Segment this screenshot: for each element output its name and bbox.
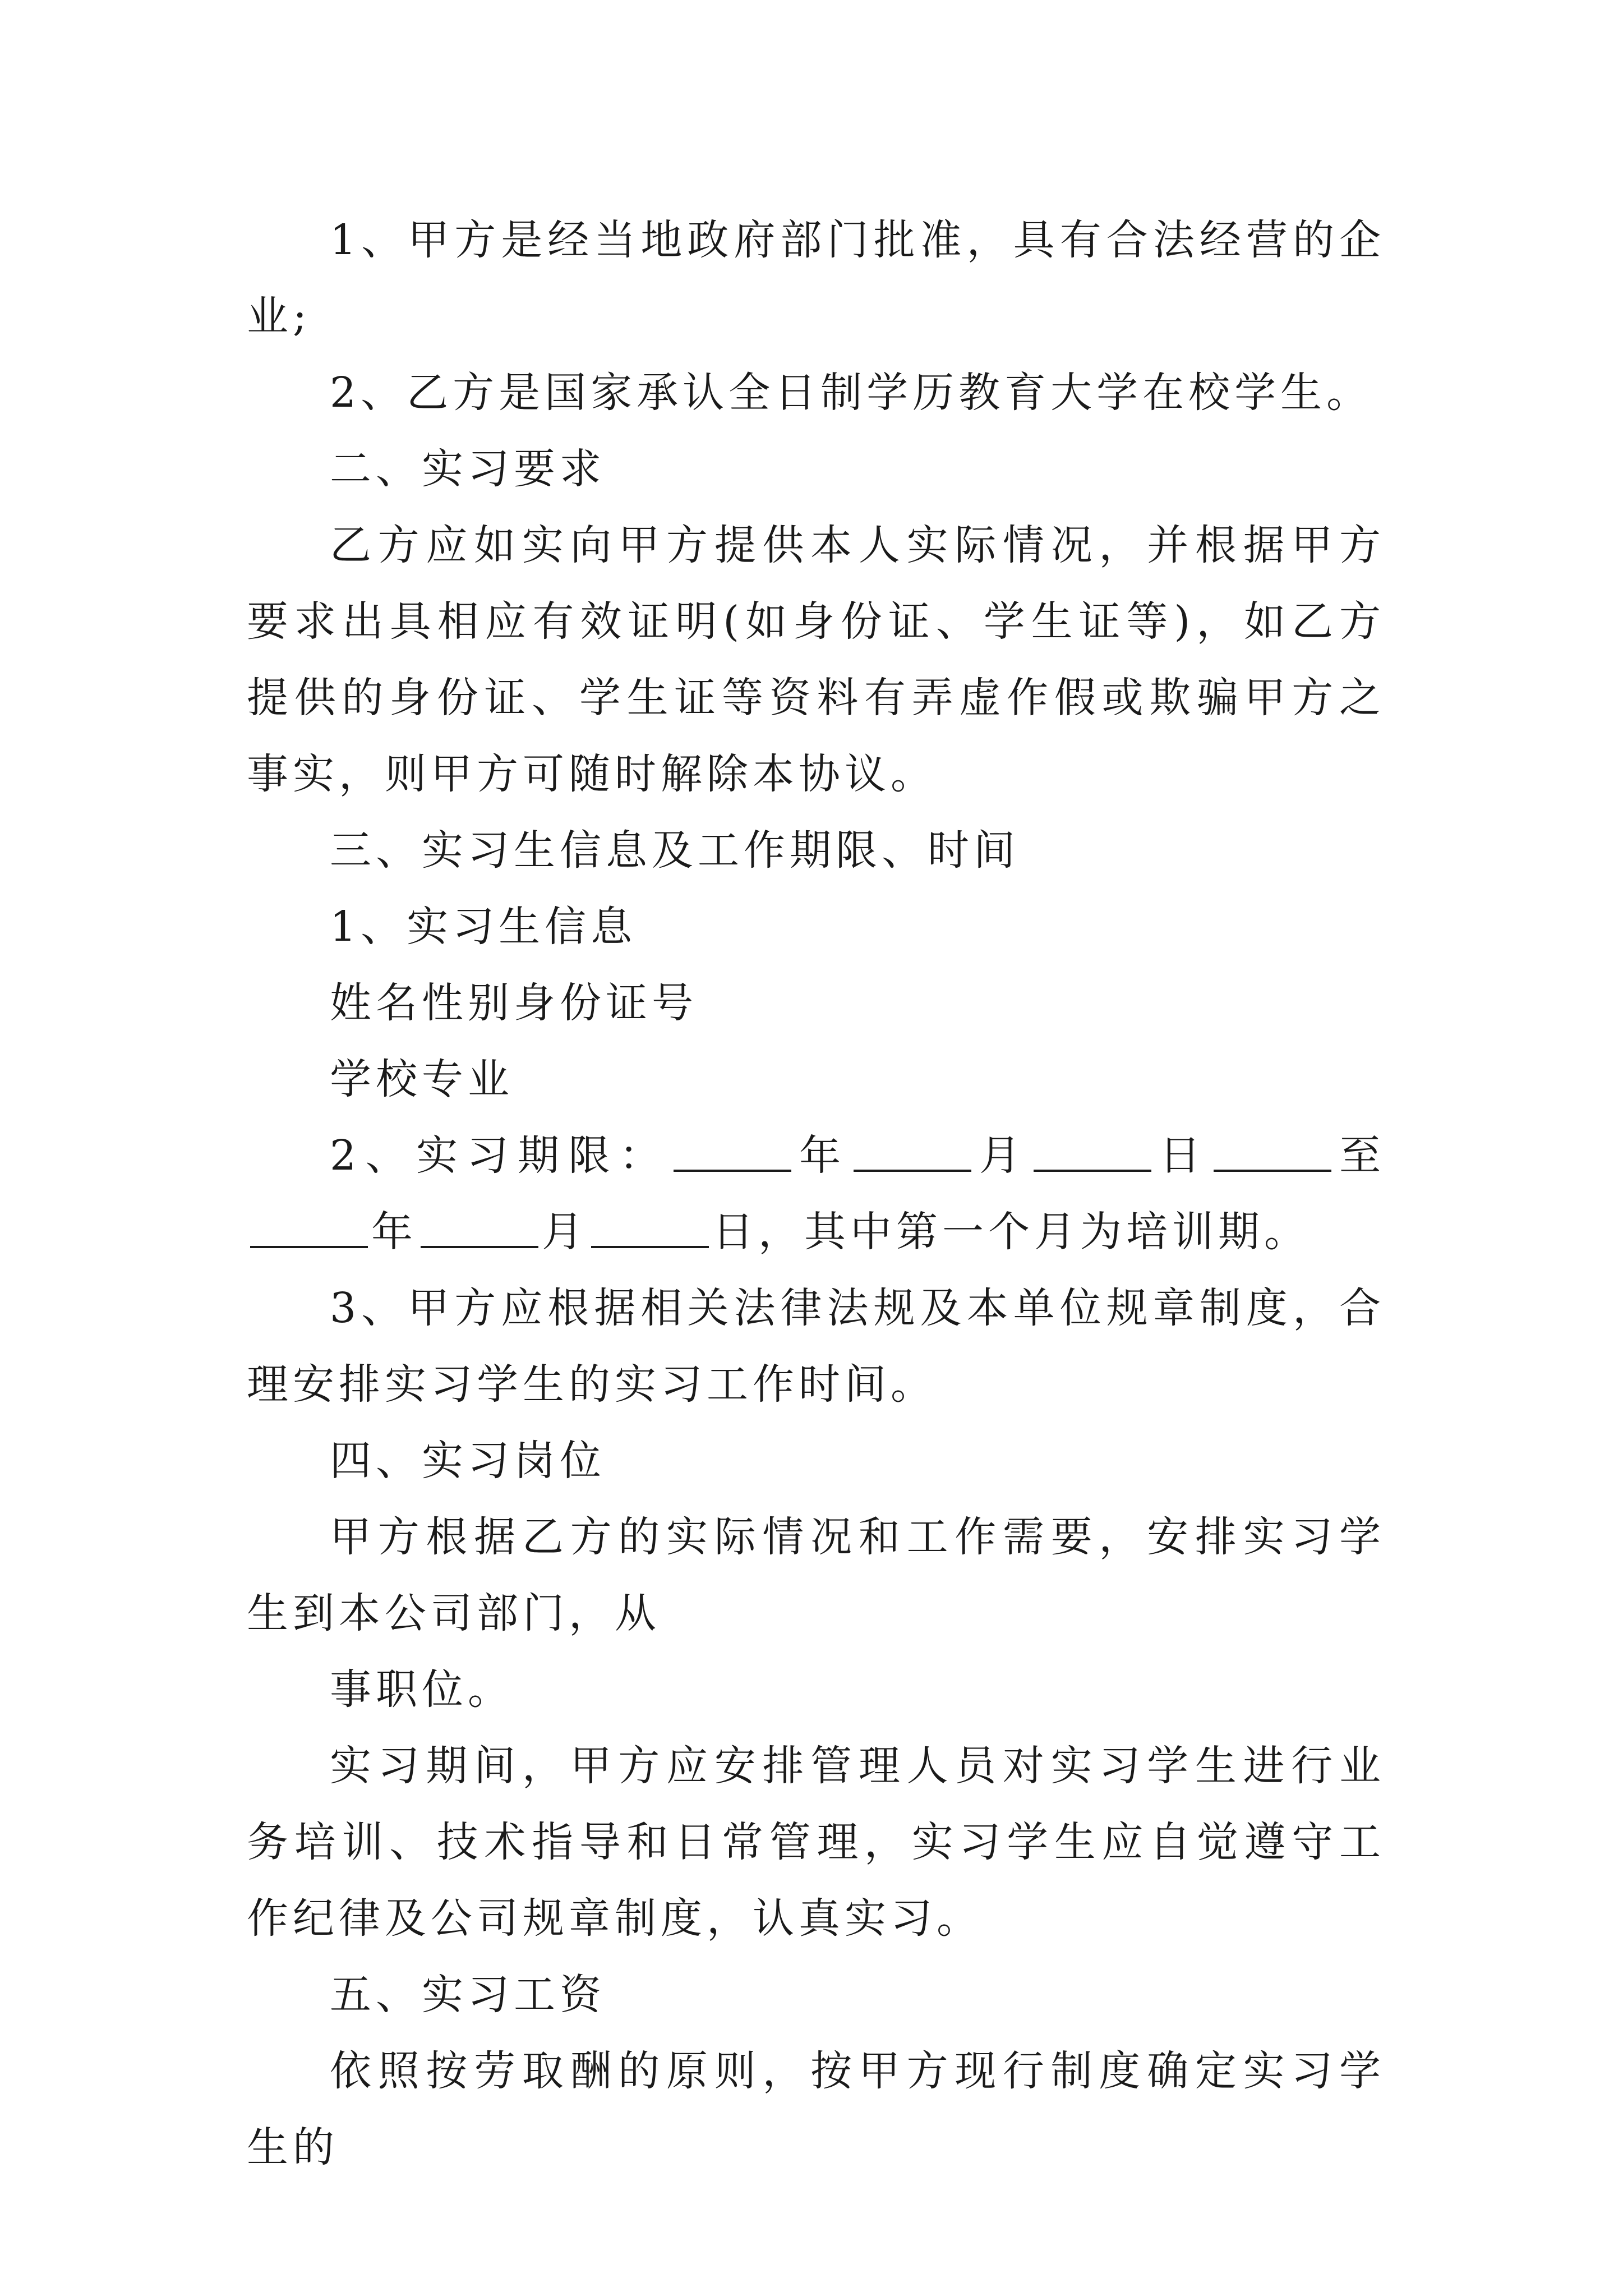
section-heading-internship-salary: 五、实习工资 (330, 1971, 606, 2019)
clause-party-a-qualification: 1、甲方是经当地政府部门批准，具有合法经营的企业; (247, 216, 1385, 341)
blank-filler[interactable] (1214, 1130, 1331, 1172)
period-year-label: 年 (794, 1131, 850, 1180)
blank-end-month[interactable] (421, 1207, 538, 1248)
field-labels-name-gender-id: 姓名性别身份证号 (330, 979, 698, 1027)
period-year-label-2: 年 (371, 1208, 417, 1256)
clause-party-b-qualification: 2、乙方是国家承认全日制学历教育大学在校学生。 (330, 369, 1373, 417)
period-suffix: ，其中第一个月为培训期。 (758, 1208, 1310, 1256)
clause-position-job: 事职位。 (330, 1665, 514, 1714)
document-body (247, 202, 1385, 2185)
clause-training-management: 实习期间，甲方应安排管理人员对实习学生进行业务培训、技术指导和日常管理，实习学生应自觉遵守工作纪律及公司规章制度，认真实习。 (247, 1742, 1385, 1943)
section-heading-intern-info: 三、实习生信息及工作期限、时间 (330, 826, 1020, 875)
section-heading-internship-position: 四、实习岗位 (330, 1437, 606, 1485)
clause-position-assignment: 甲方根据乙方的实际情况和工作需要，安排实习学生到本公司部门，从 (247, 1513, 1385, 1637)
clause-work-time: 3、甲方应根据相关法律法规及本单位规章制度，合理安排实习学生的实习工作时间。 (247, 1284, 1385, 1409)
blank-start-month[interactable] (854, 1130, 971, 1172)
blank-start-year[interactable] (674, 1130, 791, 1172)
clause-internship-period (247, 1117, 1385, 1270)
clause-salary-principle: 依照按劳取酬的原则，按甲方现行制度确定实习学生的 (247, 2047, 1385, 2171)
blank-end-year[interactable] (250, 1207, 368, 1248)
period-day-label-2: 日 (712, 1208, 758, 1256)
period-prefix: 2、实习期限： (330, 1131, 670, 1180)
period-month-label-2: 月 (542, 1208, 588, 1256)
period-to-label: 至 (1334, 1131, 1386, 1180)
period-month-label: 月 (974, 1131, 1030, 1180)
section-heading-internship-requirements: 二、实习要求 (330, 445, 606, 493)
blank-start-day[interactable] (1034, 1130, 1151, 1172)
period-day-label: 日 (1154, 1131, 1210, 1180)
subsection-intern-info: 1、实习生信息 (330, 903, 637, 951)
clause-truthful-information: 乙方应如实向甲方提供本人实际情况，并根据甲方要求出具相应有效证明(如身份证、学生证等)，如乙方提供的身份证、学生证等资料有弄虚作假或欺骗甲方之事实，则甲方可随时解除本协议。 (247, 521, 1385, 798)
blank-end-day[interactable] (591, 1207, 709, 1248)
field-labels-school-major: 学校专业 (330, 1055, 514, 1103)
